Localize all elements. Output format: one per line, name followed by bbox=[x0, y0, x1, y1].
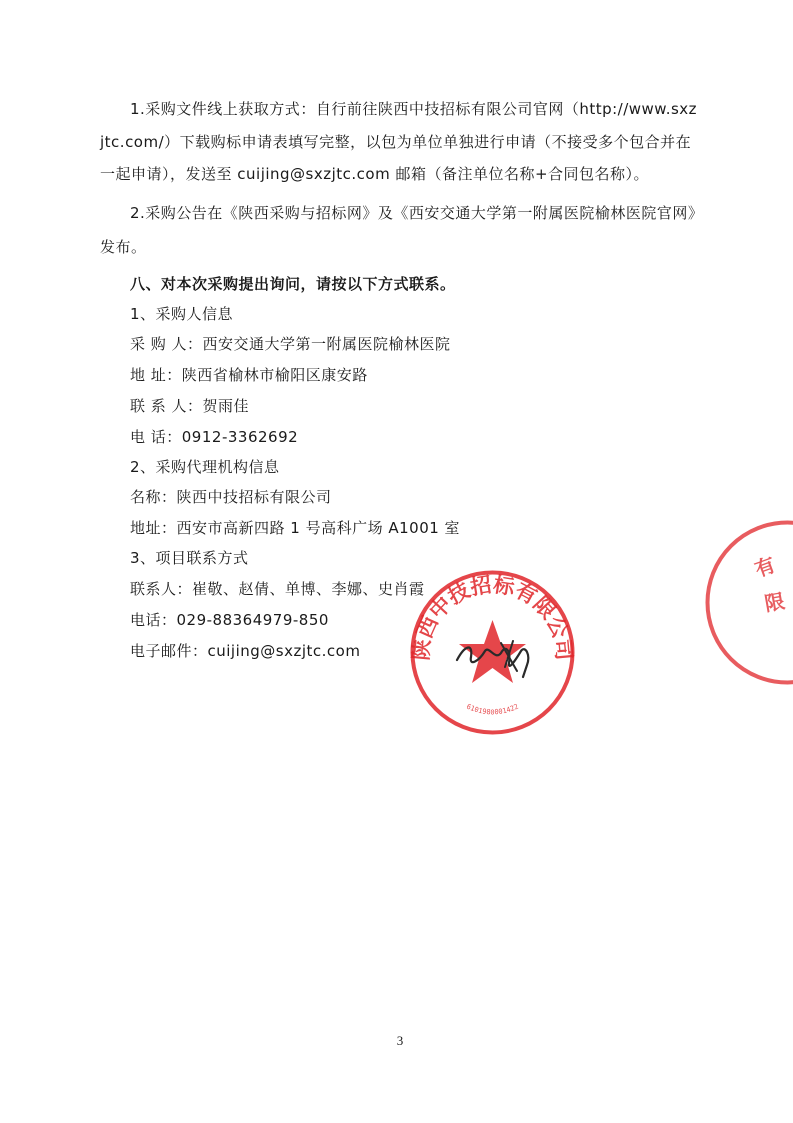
purchaser-phone: 电 话：0912-3362692 bbox=[130, 428, 299, 446]
project-title: 3、项目联系方式 bbox=[130, 549, 249, 567]
agency-title: 2、采购代理机构信息 bbox=[130, 458, 280, 476]
project-phone: 电话：029-88364979-850 bbox=[130, 611, 329, 629]
company-seal bbox=[405, 565, 580, 740]
project-email: 电子邮件：cuijing@sxzjtc.com bbox=[130, 642, 361, 660]
svg-text:限: 限 bbox=[762, 588, 787, 616]
seal-name-text: 陕西中技招标有限公司 bbox=[408, 572, 577, 662]
page-number: 3 bbox=[396, 1033, 404, 1048]
seal-code-text: 6101980001422 bbox=[465, 702, 520, 717]
agency-address: 地址：西安市高新四路 1 号高科广场 A1001 室 bbox=[130, 519, 461, 537]
paragraph2-line1: 2.采购公告在《陕西采购与招标网》及《西安交通大学第一附属医院榆林医院官网》 bbox=[130, 204, 704, 222]
paragraph1-line3: 一起申请），发送至 cuijing@sxzjtc.com 邮箱（备注单位名称+合同包名称）。 bbox=[100, 165, 650, 183]
svg-text:有: 有 bbox=[751, 552, 779, 582]
purchaser-name: 采 购 人：西安交通大学第一附属医院榆林医院 bbox=[130, 335, 451, 353]
purchaser-contact: 联 系 人：贺雨佳 bbox=[130, 397, 250, 415]
section8-heading: 八、对本次采购提出询问，请按以下方式联系。 bbox=[130, 275, 456, 293]
seal-star-icon bbox=[459, 620, 526, 683]
edge-seal bbox=[700, 515, 793, 690]
paragraph1-line1: 1.采购文件线上获取方式：自行前往陕西中技招标有限公司官网（http://www.sxz bbox=[130, 100, 698, 118]
purchaser-address: 地 址：陕西省榆林市榆阳区康安路 bbox=[130, 366, 368, 384]
purchaser-title: 1、采购人信息 bbox=[130, 305, 234, 323]
project-contacts: 联系人：崔敬、赵倩、单博、李娜、史肖霞 bbox=[130, 580, 425, 598]
paragraph2-line2: 发布。 bbox=[100, 238, 147, 256]
paragraph1-line2: jtc.com/）下载购标申请表填写完整，以包为单位单独进行申请（不接受多个包合并在 bbox=[100, 133, 692, 151]
agency-name: 名称：陕西中技招标有限公司 bbox=[130, 488, 332, 506]
